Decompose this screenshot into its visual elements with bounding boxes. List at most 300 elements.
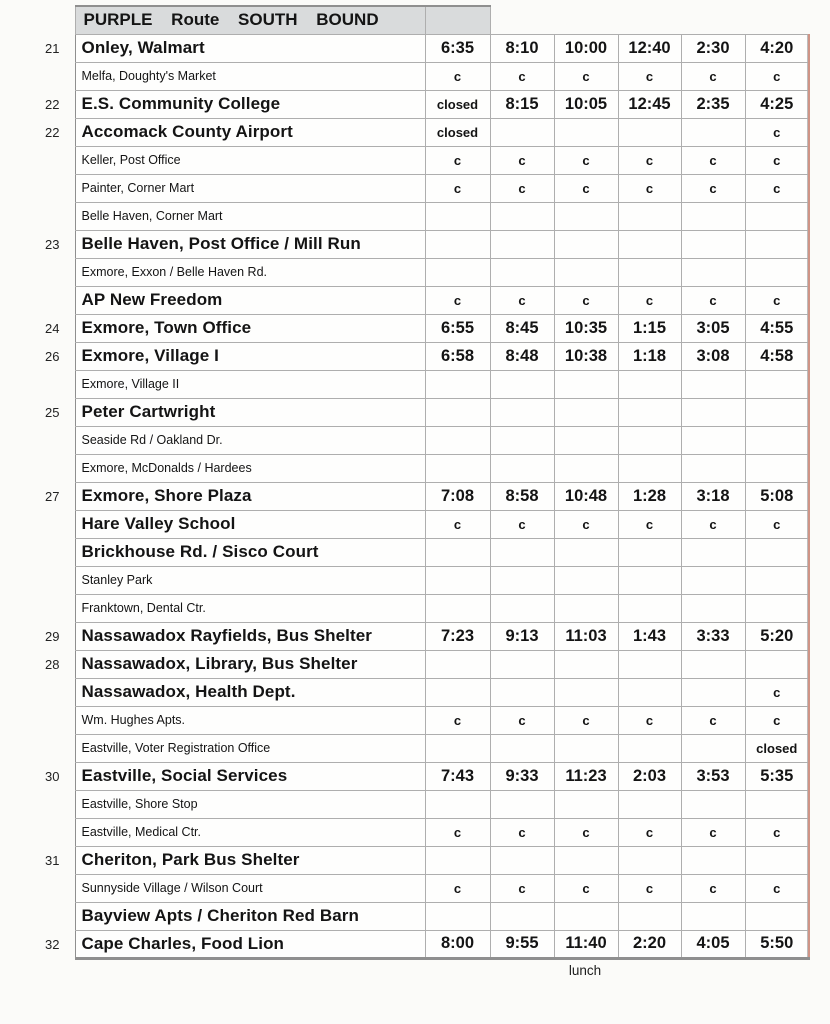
stop-number: 21: [45, 40, 60, 56]
time-cell: c: [490, 818, 554, 846]
lunch-note: lunch: [568, 962, 602, 978]
time-cell: c: [681, 146, 745, 174]
time-cell: [681, 258, 745, 286]
time-cell: [618, 426, 681, 454]
stop-name-cell: Brickhouse Rd. / Sisco Court: [75, 538, 425, 566]
time-cell: [425, 426, 490, 454]
time-cell: 4:20: [745, 34, 809, 62]
time-cell: c: [554, 174, 618, 202]
time-cell: [425, 370, 490, 398]
time-cell: [745, 566, 809, 594]
stop-name-cell: Seaside Rd / Oakland Dr.: [75, 426, 425, 454]
time-cell: 7:23: [425, 622, 490, 650]
time-cell: 3:08: [681, 342, 745, 370]
time-cell: c: [425, 174, 490, 202]
stop-name-cell: Wm. Hughes Apts.: [75, 706, 425, 734]
time-cell: 5:50: [745, 930, 809, 958]
time-cell: c: [425, 818, 490, 846]
stop-number: [0, 790, 75, 818]
table-row: [0, 454, 809, 482]
stop-number: [0, 818, 75, 846]
stop-name-cell: Onley, Walmart: [75, 34, 425, 62]
stop-name-cell: Stanley Park: [75, 566, 425, 594]
time-cell: closed: [745, 734, 809, 762]
time-cell: [745, 202, 809, 230]
time-cell: 7:08: [425, 482, 490, 510]
time-cell: [490, 118, 554, 146]
stop-name-cell: Hare Valley School: [75, 510, 425, 538]
time-cell: c: [745, 286, 809, 314]
stop-name-cell: Cheriton, Park Bus Shelter: [75, 846, 425, 874]
table-row: [0, 874, 809, 902]
table-row: [0, 370, 809, 398]
time-cell: 9:13: [490, 622, 554, 650]
table-row: [0, 790, 809, 818]
stop-number: 27: [45, 488, 60, 504]
table-row: [0, 286, 809, 314]
header-ghost-cell: [490, 6, 554, 34]
time-cell: [490, 454, 554, 482]
time-cell: 1:18: [618, 342, 681, 370]
time-cell: [745, 370, 809, 398]
time-cell: [681, 454, 745, 482]
time-cell: 11:23: [554, 762, 618, 790]
stop-name-cell: Eastville, Medical Ctr.: [75, 818, 425, 846]
time-cell: 4:25: [745, 90, 809, 118]
stop-name-cell: E.S. Community College: [75, 90, 425, 118]
time-cell: [554, 790, 618, 818]
header-row: [0, 6, 809, 34]
time-cell: c: [618, 174, 681, 202]
time-cell: [425, 538, 490, 566]
schedule-body: [0, 34, 809, 958]
time-cell: 3:53: [681, 762, 745, 790]
time-cell: [554, 734, 618, 762]
time-cell: c: [618, 286, 681, 314]
time-cell: [425, 734, 490, 762]
time-cell: [618, 790, 681, 818]
time-cell: 11:40: [554, 930, 618, 958]
table-row: [0, 174, 809, 202]
time-cell: 8:15: [490, 90, 554, 118]
time-cell: 8:10: [490, 34, 554, 62]
time-cell: 4:58: [745, 342, 809, 370]
time-cell: c: [618, 62, 681, 90]
stop-name-cell: Exmore, Village I: [75, 342, 425, 370]
stop-name-cell: Eastville, Voter Registration Office: [75, 734, 425, 762]
time-cell: c: [745, 818, 809, 846]
time-cell: 3:33: [681, 622, 745, 650]
stop-name-cell: Belle Haven, Corner Mart: [75, 202, 425, 230]
time-cell: [554, 370, 618, 398]
time-cell: 10:35: [554, 314, 618, 342]
stop-name-cell: Exmore, Town Office: [75, 314, 425, 342]
stop-number: [0, 734, 75, 762]
time-cell: [425, 846, 490, 874]
stop-number: [0, 678, 75, 706]
table-row: [0, 538, 809, 566]
stop-number: [0, 874, 75, 902]
table-row: [0, 258, 809, 286]
header-ghost-cell: [554, 6, 618, 34]
stop-name-cell: AP New Freedom: [75, 286, 425, 314]
time-cell: [618, 202, 681, 230]
time-cell: [618, 230, 681, 258]
time-cell: [745, 594, 809, 622]
time-cell: c: [490, 174, 554, 202]
time-cell: 6:35: [425, 34, 490, 62]
time-cell: 2:03: [618, 762, 681, 790]
time-cell: 8:48: [490, 342, 554, 370]
time-cell: [490, 594, 554, 622]
table-row: [0, 90, 809, 118]
table-row: [0, 594, 809, 622]
time-cell: [554, 454, 618, 482]
time-cell: [618, 650, 681, 678]
header-ghost-cell: [745, 6, 809, 34]
time-cell: 6:58: [425, 342, 490, 370]
stop-number: [0, 510, 75, 538]
time-cell: c: [490, 286, 554, 314]
time-cell: 10:05: [554, 90, 618, 118]
time-cell: [681, 650, 745, 678]
time-cell: c: [554, 818, 618, 846]
table-row: [0, 510, 809, 538]
stop-number: 24: [45, 320, 60, 336]
time-cell: [425, 650, 490, 678]
stop-name-cell: Exmore, Exxon / Belle Haven Rd.: [75, 258, 425, 286]
time-cell: [554, 594, 618, 622]
stop-name-cell: Melfa, Doughty's Market: [75, 62, 425, 90]
time-cell: [681, 370, 745, 398]
time-cell: [618, 678, 681, 706]
time-cell: c: [745, 146, 809, 174]
table-row: [0, 230, 809, 258]
time-cell: c: [681, 286, 745, 314]
time-cell: 4:55: [745, 314, 809, 342]
time-cell: [745, 426, 809, 454]
time-cell: 11:03: [554, 622, 618, 650]
table-row: [0, 846, 809, 874]
time-cell: 8:45: [490, 314, 554, 342]
time-cell: c: [425, 146, 490, 174]
time-cell: [490, 370, 554, 398]
time-cell: c: [745, 874, 809, 902]
time-cell: [554, 118, 618, 146]
time-cell: [425, 902, 490, 930]
table-row: [0, 902, 809, 930]
time-cell: [425, 790, 490, 818]
stop-name-cell: Accomack County Airport: [75, 118, 425, 146]
time-cell: [554, 678, 618, 706]
time-cell: c: [745, 118, 809, 146]
time-cell: [618, 118, 681, 146]
time-cell: [490, 650, 554, 678]
time-cell: 2:35: [681, 90, 745, 118]
time-cell: c: [425, 874, 490, 902]
time-cell: c: [425, 706, 490, 734]
time-cell: 2:20: [618, 930, 681, 958]
table-row: [0, 398, 809, 426]
time-cell: c: [681, 706, 745, 734]
time-cell: 5:08: [745, 482, 809, 510]
time-cell: c: [681, 874, 745, 902]
time-cell: [490, 398, 554, 426]
time-cell: [681, 678, 745, 706]
time-cell: c: [490, 510, 554, 538]
time-cell: [490, 426, 554, 454]
stop-number: [0, 202, 75, 230]
time-cell: [745, 258, 809, 286]
stop-name-cell: Peter Cartwright: [75, 398, 425, 426]
time-cell: 8:00: [425, 930, 490, 958]
table-row: [0, 734, 809, 762]
stop-number: [0, 370, 75, 398]
time-cell: c: [681, 62, 745, 90]
time-cell: 9:33: [490, 762, 554, 790]
stop-number: [0, 426, 75, 454]
time-cell: 9:55: [490, 930, 554, 958]
table-row: [0, 622, 809, 650]
time-cell: c: [681, 510, 745, 538]
time-cell: [425, 594, 490, 622]
stop-name-cell: Keller, Post Office: [75, 146, 425, 174]
table-row: [0, 706, 809, 734]
time-cell: [490, 566, 554, 594]
table-row: [0, 202, 809, 230]
time-cell: [681, 118, 745, 146]
time-cell: c: [618, 146, 681, 174]
table-row: [0, 482, 809, 510]
time-cell: c: [745, 174, 809, 202]
stop-number: [0, 594, 75, 622]
time-cell: 3:18: [681, 482, 745, 510]
time-cell: c: [490, 62, 554, 90]
stop-number: 25: [45, 404, 60, 420]
time-cell: [554, 902, 618, 930]
time-cell: c: [425, 286, 490, 314]
header-number-spacer: [0, 6, 75, 34]
table-row: [0, 678, 809, 706]
time-cell: 1:43: [618, 622, 681, 650]
stop-name-cell: Nassawadox, Health Dept.: [75, 678, 425, 706]
time-cell: c: [745, 62, 809, 90]
time-cell: c: [681, 174, 745, 202]
time-cell: [554, 650, 618, 678]
stop-number: 23: [45, 236, 60, 252]
time-cell: [554, 258, 618, 286]
time-cell: closed: [425, 90, 490, 118]
table-row: [0, 342, 809, 370]
time-cell: [490, 846, 554, 874]
stop-number: [0, 62, 75, 90]
time-cell: c: [554, 706, 618, 734]
time-cell: 3:05: [681, 314, 745, 342]
table-row: [0, 314, 809, 342]
time-cell: [681, 790, 745, 818]
stop-number: 30: [45, 768, 60, 784]
time-cell: c: [554, 510, 618, 538]
table-row: [0, 34, 809, 62]
time-cell: [618, 454, 681, 482]
stop-name-cell: Exmore, Shore Plaza: [75, 482, 425, 510]
time-cell: [745, 538, 809, 566]
table-row: [0, 566, 809, 594]
time-cell: 1:28: [618, 482, 681, 510]
time-cell: 12:40: [618, 34, 681, 62]
table-row: [0, 930, 809, 958]
time-cell: [618, 734, 681, 762]
time-cell: c: [554, 146, 618, 174]
time-cell: [745, 454, 809, 482]
time-cell: c: [425, 62, 490, 90]
time-cell: [618, 258, 681, 286]
time-cell: [618, 902, 681, 930]
stop-number: [0, 566, 75, 594]
stop-number: [0, 146, 75, 174]
header-ghost-cell: [618, 6, 681, 34]
time-cell: c: [618, 874, 681, 902]
time-cell: c: [490, 146, 554, 174]
time-cell: [490, 202, 554, 230]
time-cell: c: [490, 874, 554, 902]
time-cell: 8:58: [490, 482, 554, 510]
time-cell: c: [618, 706, 681, 734]
time-cell: [681, 202, 745, 230]
time-cell: [490, 678, 554, 706]
stop-name-cell: Nassawadox Rayfields, Bus Shelter: [75, 622, 425, 650]
table-row: [0, 762, 809, 790]
time-cell: 7:43: [425, 762, 490, 790]
stop-number: 29: [45, 628, 60, 644]
time-cell: [681, 594, 745, 622]
time-cell: c: [554, 874, 618, 902]
time-cell: [554, 230, 618, 258]
time-cell: [490, 790, 554, 818]
time-cell: [681, 230, 745, 258]
time-cell: [554, 566, 618, 594]
time-cell: c: [745, 706, 809, 734]
stop-number: [0, 706, 75, 734]
time-cell: 10:00: [554, 34, 618, 62]
time-cell: [425, 258, 490, 286]
time-cell: [745, 398, 809, 426]
time-cell: 6:55: [425, 314, 490, 342]
time-cell: c: [745, 510, 809, 538]
time-cell: c: [490, 706, 554, 734]
stop-name-cell: Eastville, Shore Stop: [75, 790, 425, 818]
time-cell: [681, 902, 745, 930]
time-cell: c: [425, 510, 490, 538]
time-cell: [745, 230, 809, 258]
stop-number: [0, 538, 75, 566]
time-cell: [490, 230, 554, 258]
stop-name-cell: Nassawadox, Library, Bus Shelter: [75, 650, 425, 678]
time-cell: 12:45: [618, 90, 681, 118]
time-cell: c: [745, 678, 809, 706]
table-row: [0, 426, 809, 454]
time-cell: [425, 678, 490, 706]
time-cell: [425, 454, 490, 482]
time-cell: [554, 426, 618, 454]
time-cell: [490, 734, 554, 762]
time-cell: [745, 650, 809, 678]
time-cell: 10:38: [554, 342, 618, 370]
stop-name-cell: Eastville, Social Services: [75, 762, 425, 790]
stop-name-cell: Franktown, Dental Ctr.: [75, 594, 425, 622]
time-cell: [681, 734, 745, 762]
time-cell: [554, 538, 618, 566]
time-cell: [745, 846, 809, 874]
stop-number: 32: [45, 936, 60, 952]
time-cell: 4:05: [681, 930, 745, 958]
time-cell: c: [618, 818, 681, 846]
time-cell: [618, 566, 681, 594]
time-cell: [425, 398, 490, 426]
schedule-header: [0, 6, 809, 34]
time-cell: [681, 538, 745, 566]
header-first-time-cell: [425, 6, 490, 34]
time-cell: [490, 902, 554, 930]
stop-name-cell: Exmore, McDonalds / Hardees: [75, 454, 425, 482]
stop-number: 31: [45, 852, 60, 868]
time-cell: [618, 594, 681, 622]
stop-name-cell: Exmore, Village II: [75, 370, 425, 398]
stop-number: [0, 902, 75, 930]
time-cell: c: [554, 62, 618, 90]
time-cell: [618, 538, 681, 566]
time-cell: [554, 846, 618, 874]
time-cell: [681, 398, 745, 426]
stop-number: 22: [45, 96, 60, 112]
time-cell: c: [618, 510, 681, 538]
table-row: [0, 650, 809, 678]
time-cell: [425, 230, 490, 258]
schedule-table: [0, 5, 810, 960]
route-title: PURPLE Route SOUTH BOUND: [75, 6, 425, 34]
table-row: [0, 118, 809, 146]
time-cell: [490, 258, 554, 286]
time-cell: 5:20: [745, 622, 809, 650]
stop-name-cell: Painter, Corner Mart: [75, 174, 425, 202]
time-cell: [681, 426, 745, 454]
time-cell: closed: [425, 118, 490, 146]
time-cell: [490, 538, 554, 566]
time-cell: [681, 566, 745, 594]
stop-number: [0, 454, 75, 482]
time-cell: 10:48: [554, 482, 618, 510]
stop-number: 28: [45, 656, 60, 672]
stop-number: [0, 258, 75, 286]
stop-name-cell: Sunnyside Village / Wilson Court: [75, 874, 425, 902]
time-cell: 1:15: [618, 314, 681, 342]
stop-number: 22: [45, 124, 60, 140]
time-cell: [618, 846, 681, 874]
stop-number: [0, 174, 75, 202]
time-cell: [618, 398, 681, 426]
time-cell: c: [554, 286, 618, 314]
time-cell: [745, 790, 809, 818]
header-ghost-cell: [681, 6, 745, 34]
time-cell: [425, 202, 490, 230]
time-cell: 2:30: [681, 34, 745, 62]
table-row: [0, 818, 809, 846]
table-row: [0, 146, 809, 174]
time-cell: 5:35: [745, 762, 809, 790]
time-cell: [618, 370, 681, 398]
table-row: [0, 62, 809, 90]
time-cell: [554, 398, 618, 426]
